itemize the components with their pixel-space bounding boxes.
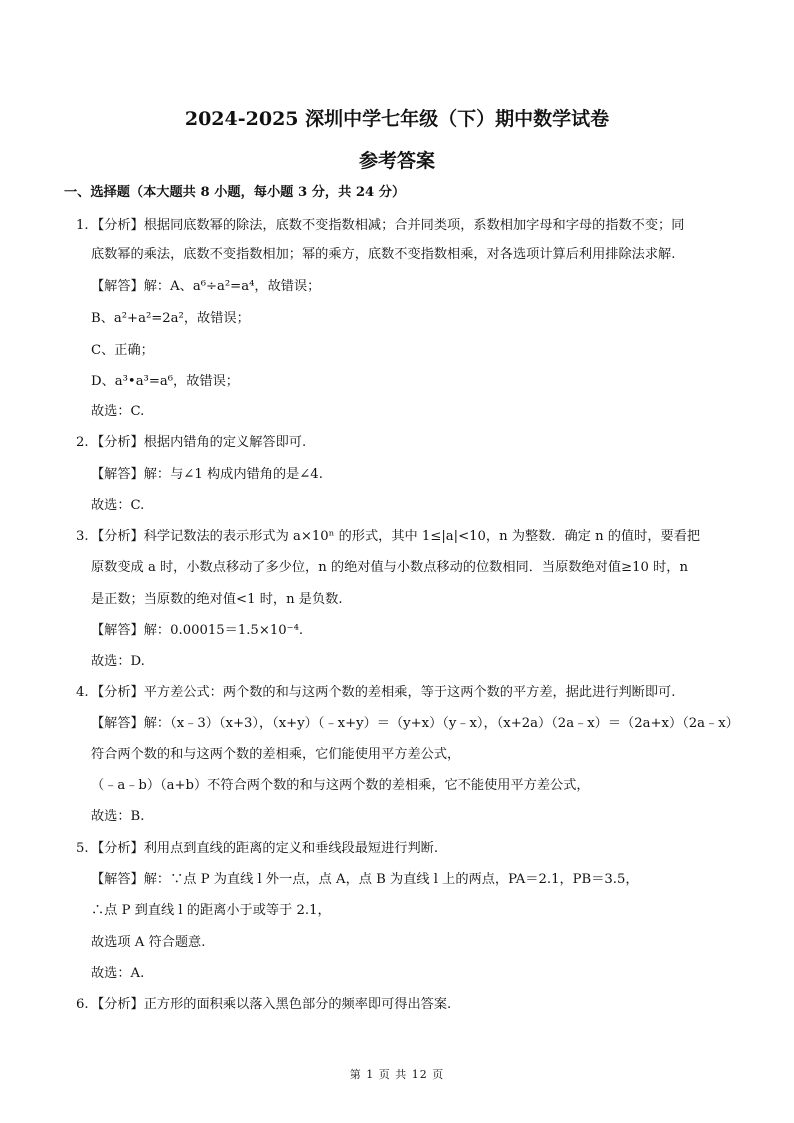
- section-heading: 一、选择题（本大题共 8 小题，每小题 3 分，共 24 分）: [64, 185, 406, 200]
- q3-answer: 故选：D.: [91, 654, 145, 669]
- q2-solve: 【解答】解：与∠1 构成内错角的是∠4.: [91, 467, 323, 482]
- q4-number: 4.: [76, 685, 89, 700]
- q1-solve-d: D、a³•a³=a⁶，故错误；: [91, 374, 239, 389]
- q1-answer: 故选：C.: [91, 404, 145, 419]
- q4-solve-3: （﹣a﹣b）（a+b）不符合两个数的和与这两个数的差相乘，它不能使用平方差公式，: [91, 778, 590, 793]
- q3-solve: 【解答】解：0.00015＝1.5×10⁻⁴.: [91, 623, 304, 638]
- q1-analysis-2: 底数幂的乘法，底数不变指数相加；幂的乘方，底数不变指数相乘，对各选项计算后利用排除法求解.: [91, 247, 676, 262]
- q1-analysis-1: 【分析】根据同底数幂的除法，底数不变指数相减；合并同类项，系数相加字母和字母的指数不变；同: [91, 218, 685, 233]
- q4-answer: 故选：B.: [91, 809, 145, 824]
- q4-solve-1: 【解答】解：（x﹣3）（x+3），（x+y）（﹣x+y）＝（y+x）（y﹣x），（x+2a）（2a﹣x）＝（2a+x）（2a﹣x）: [91, 716, 739, 731]
- q2-number: 2.: [76, 435, 89, 450]
- q1-solve-a: 【解答】解：A、a⁶÷a²=a⁴，故错误；: [91, 279, 321, 294]
- q1-solve-c: C、正确；: [91, 343, 154, 358]
- q5-answer: 故选：A.: [91, 966, 145, 981]
- page-title: 2024-2025 深圳中学七年级（下）期中数学试卷: [184, 108, 610, 130]
- q6-analysis: 【分析】正方形的面积乘以落入黑色部分的频率即可得出答案.: [91, 997, 452, 1012]
- q1-solve-b: B、a²+a²=2a²，故错误；: [91, 311, 250, 326]
- q2-analysis: 【分析】根据内错角的定义解答即可.: [91, 435, 307, 450]
- q5-solve-1: 【解答】解：∵点 P 为直线 l 外一点，点 A，点 B 为直线 l 上的两点，PA＝2.1，PB＝3.5，: [91, 872, 639, 887]
- q3-number: 3.: [76, 529, 89, 544]
- q4-analysis: 【分析】平方差公式：两个数的和与这两个数的差相乘，等于这两个数的平方差，据此进行判断即可.: [91, 685, 676, 700]
- q5-solve-2: ∴点 P 到直线 l 的距离小于或等于 2.1，: [91, 903, 331, 918]
- page-footer: 第 1 页 共 12 页: [349, 1068, 445, 1081]
- q5-number: 5.: [76, 841, 89, 856]
- q3-analysis-3: 是正数；当原数的绝对值<1 时，n 是负数.: [91, 592, 343, 607]
- q3-analysis-1: 【分析】科学记数法的表示形式为 a×10ⁿ 的形式，其中 1≤|a|<10，n 为整数．确定 n 的值时，要看把: [91, 529, 701, 544]
- page-subtitle: 参考答案: [358, 150, 435, 172]
- q5-analysis: 【分析】利用点到直线的距离的定义和垂线段最短进行判断.: [91, 841, 439, 856]
- q1-number: 1.: [76, 218, 89, 233]
- q3-analysis-2: 原数变成 a 时，小数点移动了多少位，n 的绝对值与小数点移动的位数相同．当原数绝对值≥10 时，n: [91, 560, 688, 575]
- q5-solve-3: 故选项 A 符合题意.: [91, 935, 206, 950]
- q2-answer: 故选：C.: [91, 498, 145, 513]
- q6-number: 6.: [76, 997, 89, 1012]
- q4-solve-2: 符合两个数的和与这两个数的差相乘，它们能使用平方差公式，: [91, 747, 461, 762]
